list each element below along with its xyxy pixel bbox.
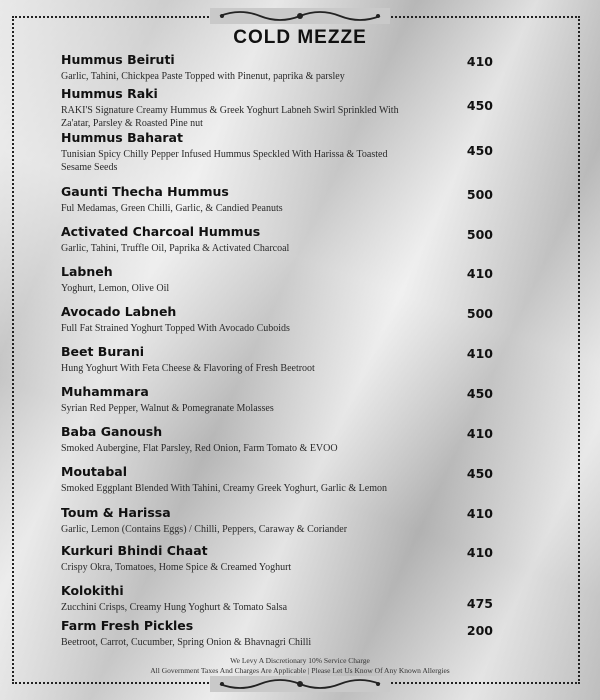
item-price: 450: [466, 386, 493, 401]
item-price: 450: [466, 143, 493, 158]
item-description: Beetroot, Carrot, Cucumber, Spring Onion & Bhavnagri Chilli: [61, 637, 312, 648]
item-name: Moutabal: [61, 464, 128, 479]
item-price: 410: [466, 506, 493, 521]
item-price: 500: [466, 227, 493, 242]
item-name: Toum & Harissa: [61, 505, 171, 520]
item-description: Crispy Okra, Tomatoes, Home Spice & Creamed Yoghurt: [61, 562, 292, 573]
item-description: Hung Yoghurt With Feta Cheese & Flavoring of Fresh Beetroot: [61, 363, 315, 374]
item-name: Beet Burani: [61, 344, 145, 359]
item-name: Hummus Beiruti: [61, 52, 175, 67]
top-flourish-ornament: [210, 8, 390, 24]
item-name: Muhammara: [61, 384, 149, 399]
item-description: Full Fat Strained Yoghurt Topped With Avocado Cuboids: [61, 323, 290, 334]
item-name: Kolokithi: [61, 583, 124, 598]
item-description: Tunisian Spicy Chilly Pepper Infused Hummus Speckled With Harissa & Toasted Sesame Seeds: [61, 149, 388, 173]
item-description: Garlic, Tahini, Chickpea Paste Topped with Pinenut, paprika & parsley: [61, 71, 345, 82]
item-price: 450: [466, 466, 493, 481]
bottom-flourish-ornament: [210, 676, 390, 692]
item-description: Ful Medamas, Green Chilli, Garlic, & Candied Peanuts: [61, 203, 283, 214]
item-name: Hummus Baharat: [61, 130, 183, 145]
item-name: Baba Ganoush: [61, 424, 163, 439]
item-description: Garlic, Tahini, Truffle Oil, Paprika & Activated Charcoal: [61, 243, 290, 254]
page-title: COLD MEZZE: [233, 27, 367, 48]
item-price: 410: [466, 54, 493, 69]
item-name: Activated Charcoal Hummus: [61, 224, 261, 239]
item-name: Labneh: [61, 264, 113, 279]
item-name: Kurkuri Bhindi Chaat: [61, 543, 208, 558]
service-charge-note: We Levy A Discretionary 10% Service Charge: [230, 656, 370, 665]
item-price: 200: [466, 623, 493, 638]
item-price: 500: [466, 187, 493, 202]
item-price: 410: [466, 346, 493, 361]
item-description: Garlic, Lemon (Contains Eggs) / Chilli, Peppers, Caraway & Coriander: [61, 524, 348, 535]
item-description: Zucchini Crisps, Creamy Hung Yoghurt & Tomato Salsa: [61, 602, 288, 613]
taxes-allergies-note: All Government Taxes And Charges Are Applicable | Please Let Us Know Of Any Known Allergies: [150, 666, 450, 675]
item-description: Yoghurt, Lemon, Olive Oil: [61, 283, 170, 294]
item-description: Smoked Aubergine, Flat Parsley, Red Onion, Farm Tomato & EVOO: [61, 443, 338, 454]
item-description: RAKI'S Signature Creamy Hummus & Greek Yoghurt Labneh Swirl Sprinkled With Za'atar, Parsley & Roasted Pine nut: [61, 105, 399, 129]
item-price: 410: [466, 266, 493, 281]
item-price: 475: [466, 596, 493, 611]
item-name: Avocado Labneh: [61, 304, 177, 319]
item-price: 500: [466, 306, 493, 321]
item-price: 410: [466, 545, 493, 560]
item-description: Syrian Red Pepper, Walnut & Pomegranate Molasses: [61, 403, 274, 414]
item-name: Farm Fresh Pickles: [61, 618, 194, 633]
item-price: 410: [466, 426, 493, 441]
item-name: Hummus Raki: [61, 86, 158, 101]
item-name: Gaunti Thecha Hummus: [61, 184, 229, 199]
item-description: Smoked Eggplant Blended With Tahini, Creamy Greek Yoghurt, Garlic & Lemon: [61, 483, 387, 494]
item-price: 450: [466, 98, 493, 113]
